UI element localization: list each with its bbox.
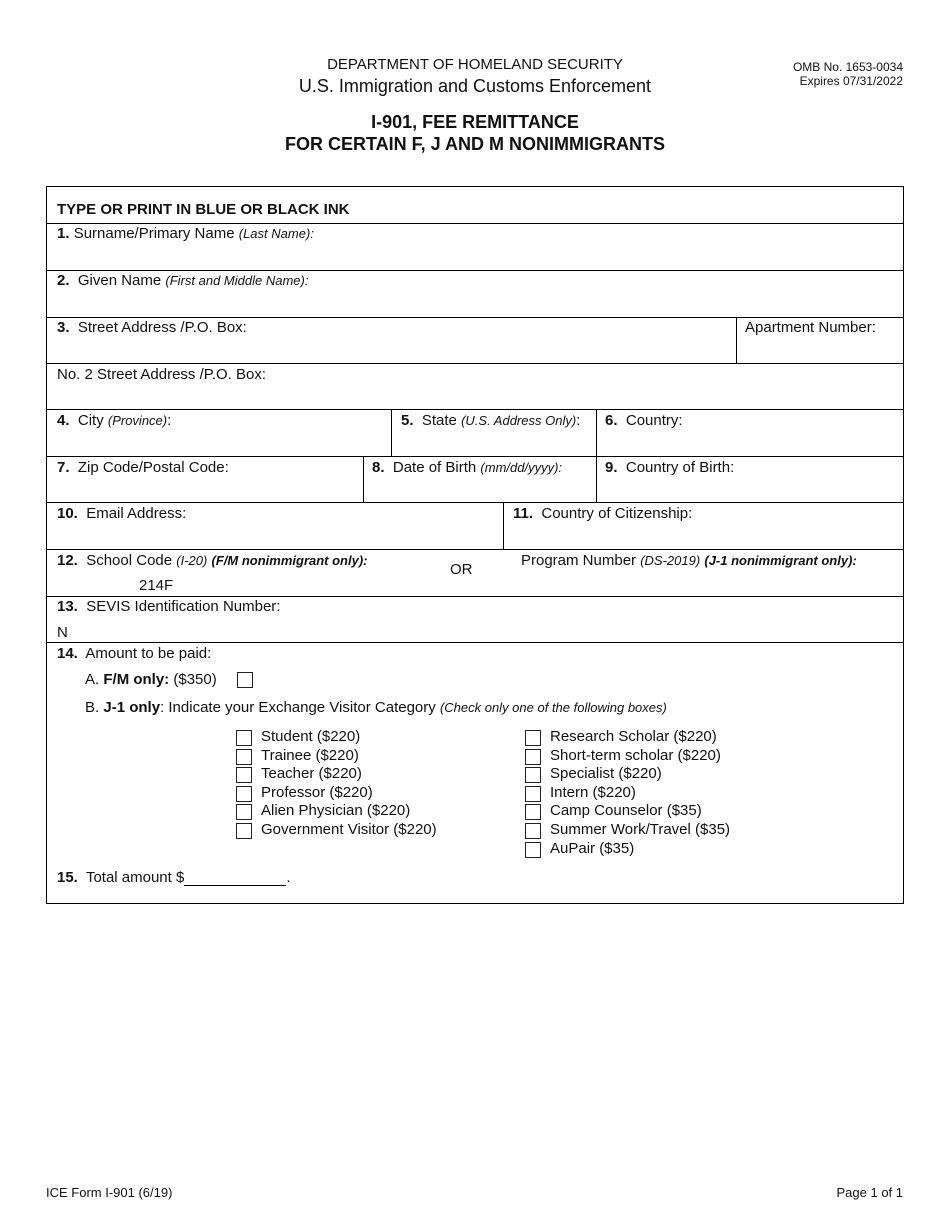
rule	[47, 363, 903, 364]
category-checkbox[interactable]	[525, 730, 541, 746]
rule	[47, 642, 903, 643]
street-address-2-label: No. 2 Street Address /P.O. Box:	[57, 366, 266, 383]
option-a-label: A. F/M only: ($350)	[85, 671, 217, 688]
given-name-label: 2. Given Name (First and Middle Name):	[57, 272, 309, 289]
divider	[736, 317, 737, 363]
category-label: Summer Work/Travel ($35)	[550, 821, 731, 838]
email-label: 10. Email Address:	[57, 505, 187, 522]
street-address-2-field[interactable]	[57, 387, 887, 407]
agency-subname: U.S. Immigration and Customs Enforcement	[298, 76, 652, 96]
divider	[391, 409, 392, 456]
ink-instruction: TYPE OR PRINT IN BLUE OR BLACK INK	[57, 201, 350, 218]
country-of-birth-label: 9. Country of Birth:	[605, 459, 735, 476]
category-label: Short-term scholar ($220)	[550, 746, 721, 764]
category-label: Professor ($220)	[261, 783, 373, 801]
apartment-number-label: Apartment Number:	[745, 319, 876, 336]
rule	[47, 456, 903, 457]
country-label: 6. Country:	[605, 412, 683, 429]
zip-code-field[interactable]	[57, 480, 357, 500]
page-number: Page 1 of 1	[836, 1185, 903, 1200]
category-checkbox[interactable]	[236, 730, 252, 746]
program-number-label: Program Number (DS-2019) (J-1 nonimmigrant only):	[521, 552, 857, 569]
sevis-id-label: 13. SEVIS Identification Number:	[57, 598, 281, 615]
surname-label: 1. Surname/Primary Name (Last Name):	[57, 225, 314, 242]
form-id: ICE Form I-901 (6/19)	[46, 1185, 173, 1200]
category-label: Teacher ($220)	[261, 765, 362, 783]
category-checkbox[interactable]	[525, 842, 541, 858]
given-name-field[interactable]	[57, 294, 887, 314]
state-field[interactable]	[401, 433, 591, 453]
zip-code-label: 7. Zip Code/Postal Code:	[57, 459, 229, 476]
school-code-label: 12. School Code (I-20) (F/M nonimmigrant only):	[57, 552, 368, 569]
fm-only-checkbox[interactable]	[237, 672, 253, 688]
category-checkbox[interactable]	[525, 804, 541, 820]
category-label: Trainee ($220)	[261, 746, 359, 764]
category-checkbox[interactable]	[236, 749, 252, 765]
category-label: AuPair ($35)	[550, 839, 635, 857]
category-label: Camp Counselor ($35)	[550, 802, 702, 820]
divider	[363, 456, 364, 502]
category-label: Specialist ($220)	[550, 765, 662, 783]
rule	[47, 502, 903, 503]
category-checkbox[interactable]	[525, 749, 541, 765]
citizenship-label: 11. Country of Citizenship:	[513, 505, 693, 522]
form-title-line1: I-901, FEE REMITTANCE	[371, 112, 579, 132]
school-code-field[interactable]: 214F	[139, 577, 174, 594]
form-box	[46, 186, 904, 904]
category-checkbox[interactable]	[236, 786, 252, 802]
category-label: Research Scholar ($220)	[550, 728, 717, 745]
agency-name: DEPARTMENT OF HOMELAND SECURITY	[327, 56, 623, 73]
omb-expiration: Expires 07/31/2022	[799, 74, 903, 88]
category-label: Student ($220)	[261, 728, 361, 745]
category-label: Alien Physician ($220)	[261, 802, 411, 820]
country-field[interactable]	[605, 433, 895, 453]
rule	[47, 223, 903, 224]
sevis-id-field[interactable]: N	[57, 624, 68, 641]
total-amount-label: 15. Total amount $ .	[57, 869, 291, 886]
date-of-birth-label: 8. Date of Birth (mm/dd/yyyy):	[372, 459, 563, 476]
citizenship-field[interactable]	[513, 526, 893, 546]
street-address-field[interactable]	[57, 341, 727, 361]
form-title-line2: FOR CERTAIN F, J AND M NONIMMIGRANTS	[285, 134, 665, 154]
category-checkbox[interactable]	[525, 823, 541, 839]
rule	[47, 596, 903, 597]
category-checkbox[interactable]	[236, 804, 252, 820]
city-label: 4. City (Province):	[57, 412, 172, 429]
surname-field[interactable]	[57, 247, 887, 267]
email-field[interactable]	[57, 526, 497, 546]
divider	[596, 409, 597, 502]
street-address-label: 3. Street Address /P.O. Box:	[57, 319, 247, 336]
total-amount-field[interactable]	[184, 871, 286, 886]
category-label: Intern ($220)	[550, 783, 636, 801]
rule	[47, 549, 903, 550]
rule	[47, 409, 903, 410]
category-label: Government Visitor ($220)	[261, 821, 437, 838]
omb-info	[793, 60, 903, 88]
rule	[47, 317, 903, 318]
or-separator: OR	[450, 561, 473, 578]
rule	[47, 270, 903, 271]
city-field[interactable]	[57, 433, 382, 453]
divider	[503, 502, 504, 549]
date-of-birth-field[interactable]	[372, 480, 592, 500]
option-b-label: B. J-1 only: Indicate your Exchange Visitor Category (Check only one of the following boxes)	[85, 699, 667, 716]
category-checkbox[interactable]	[236, 823, 252, 839]
country-of-birth-field[interactable]	[605, 480, 895, 500]
program-number-field[interactable]	[521, 575, 891, 593]
category-checkbox[interactable]	[525, 786, 541, 802]
amount-label: 14. Amount to be paid:	[57, 645, 212, 662]
state-label: 5. State (U.S. Address Only):	[401, 412, 581, 429]
category-checkbox[interactable]	[525, 767, 541, 783]
omb-number: OMB No. 1653-0034	[792, 60, 903, 74]
category-checkbox[interactable]	[236, 767, 252, 783]
apartment-number-field[interactable]	[745, 341, 895, 361]
